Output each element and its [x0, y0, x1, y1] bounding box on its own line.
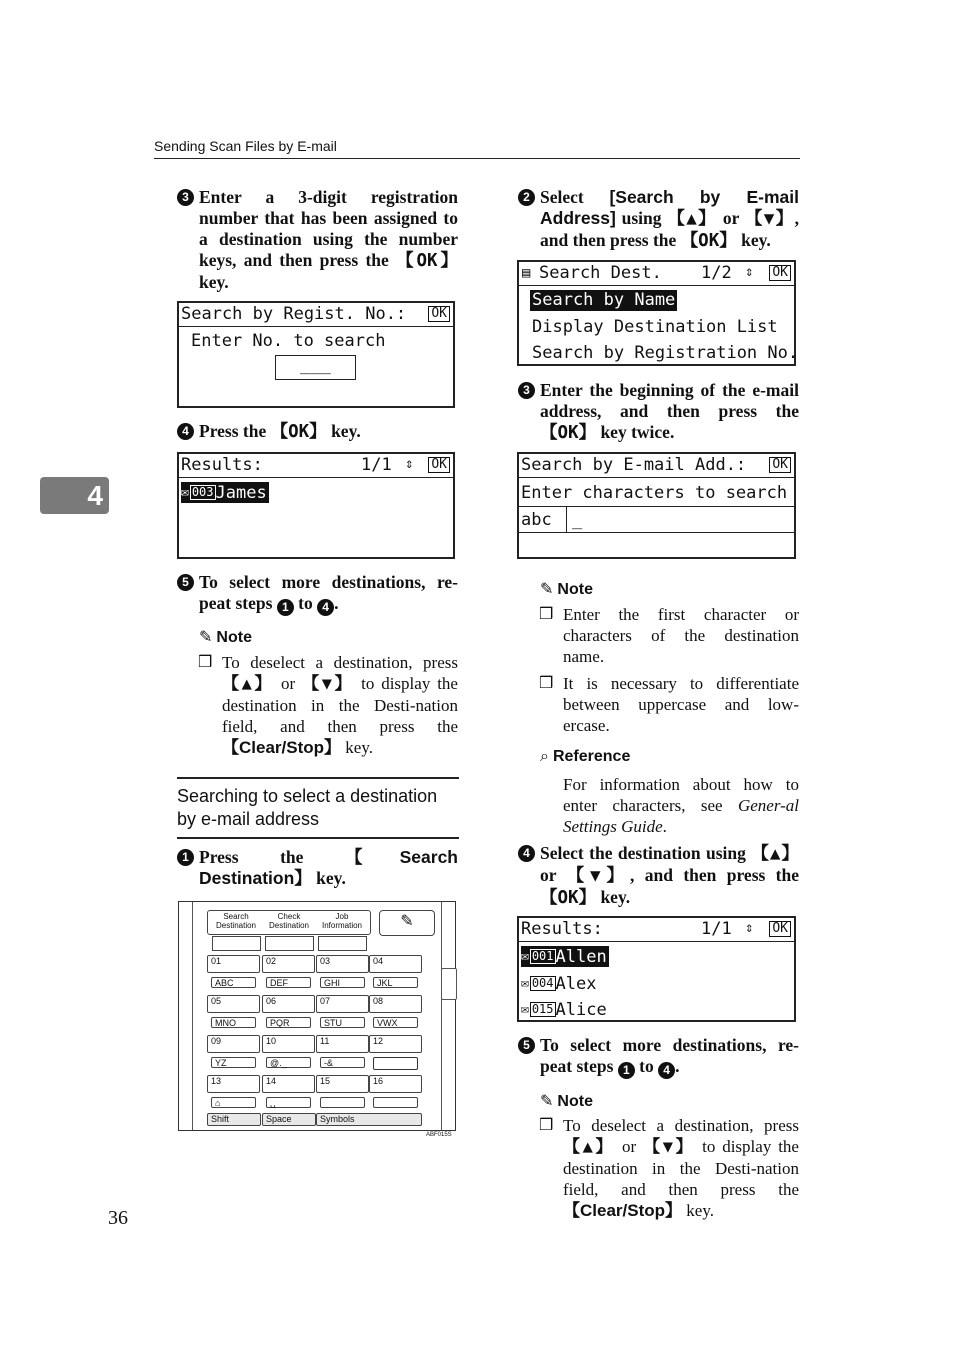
title-key[interactable]: @._ [266, 1057, 311, 1068]
title-key[interactable] [373, 1057, 418, 1070]
left-step-3: 3 Enter a 3-digit registration number that has been assigned to a destination using the number keys, and then press the 【OK】 key. [199, 187, 458, 293]
shift-key[interactable]: Shift [207, 1113, 261, 1126]
left-step-1: 1 Press the 【Search Destination】 key. [199, 847, 458, 889]
title-key[interactable]: PQR [266, 1017, 311, 1028]
screen-results-james: Results: 1/1 ⇕ OK ✉ 003 James [177, 452, 455, 559]
tab-check-destination[interactable]: Check Destination [268, 912, 310, 930]
right-step-4: 4 Select the destination using 【▲】 or 【▼】, and then press the 【OK】 key. [540, 843, 799, 909]
left-step-4: 4 Press the 【OK】 key. [199, 421, 458, 443]
running-header: Sending Scan Files by E-mail [154, 138, 337, 154]
result-item[interactable]: ✉ 015 Alice [521, 999, 607, 1020]
edit-button[interactable] [379, 910, 435, 936]
pencil-icon: ✎ [540, 1093, 554, 1110]
scroll-bar-handle[interactable] [441, 968, 457, 1000]
edit-icon: ✎ [400, 913, 414, 930]
destination-icon: ✉ [521, 949, 529, 964]
destination-key[interactable]: 14 [262, 1075, 315, 1093]
title-key[interactable]: -& [320, 1057, 365, 1068]
space-key[interactable]: ␣ [266, 1097, 311, 1108]
chapter-tab: 4 [40, 477, 109, 514]
space-bar-key[interactable]: Space [262, 1113, 316, 1126]
destination-key[interactable]: 15 [316, 1075, 369, 1093]
screen-results-list: Results: 1/1 ⇕ OK ✉ 001 Allen ✉ 004 Alex ✉ 015 Alice [517, 916, 796, 1022]
registration-number-field[interactable]: ___ [275, 355, 356, 380]
left-note-body: ❒ To deselect a destination, press 【▲】 or 【▼】 to display the destination in the Desti-nation field, and then press the 【Clear/Stop】 key. [198, 653, 458, 757]
destination-key[interactable]: 06 [262, 995, 315, 1013]
right-note2-heading: ✎ Note [540, 1093, 593, 1110]
destination-icon: ✉ [181, 485, 189, 500]
blank-key[interactable] [373, 1097, 418, 1108]
magnifier-icon: ⌕ [540, 748, 549, 765]
destination-key[interactable]: 04 [369, 955, 422, 973]
screen-search-dest: ▤ Search Dest. 1/2 ⇕ OK Search by Name Display Destination List Search by Registration No. [517, 260, 796, 366]
right-step-5: 5 To select more destinations, re-peat steps 1 to 4 . [540, 1035, 799, 1079]
result-item[interactable]: ✉ 004 Alex [521, 973, 597, 994]
right-note-heading: ✎ Note [540, 581, 593, 598]
reference-heading: ⌕ Reference [540, 748, 631, 765]
destination-key[interactable]: 07 [316, 995, 369, 1013]
destination-icon: ✉ [521, 976, 529, 991]
destination-key[interactable]: 12 [369, 1035, 422, 1053]
title-key[interactable]: STU [320, 1017, 365, 1028]
reference-body: For information about how to enter characters, see Gener-al Settings Guide. [563, 775, 799, 836]
title-key[interactable]: YZ [211, 1057, 256, 1068]
screen-search-by-regist-no: Search by Regist. No.: OK Enter No. to search ___ [177, 301, 455, 408]
destination-key[interactable]: 01 [207, 955, 260, 973]
figure-code: ABF015S [426, 1132, 452, 1138]
list-icon: ▤ [522, 265, 531, 281]
destination-key[interactable]: 11 [316, 1035, 369, 1053]
home-key[interactable]: ⌂ [211, 1097, 256, 1108]
destination-key[interactable]: 10 [262, 1035, 315, 1053]
destination-key[interactable]: 09 [207, 1035, 260, 1053]
pencil-icon: ✎ [199, 629, 213, 646]
blank-key[interactable] [320, 1097, 365, 1108]
option-display-destination-list[interactable]: Display Destination List [532, 317, 778, 337]
title-key[interactable]: DEF [266, 977, 311, 988]
control-panel-illustration [178, 901, 456, 1131]
scroll-arrows-icon: ⇕ [745, 264, 754, 280]
result-item-selected[interactable]: ✉ 001 Allen [521, 946, 607, 967]
header-rule [154, 158, 800, 159]
destination-key[interactable]: 08 [369, 995, 422, 1013]
tab-search-destination[interactable]: Search Destination [215, 912, 257, 930]
right-step-3: 3 Enter the beginning of the e-mail address, and then press the 【OK】 key twice. [540, 380, 799, 444]
title-key[interactable]: GHI [320, 977, 365, 988]
title-key[interactable]: JKL [373, 977, 418, 988]
option-search-by-name[interactable]: Search by Name [532, 290, 676, 310]
section-title: Searching to select a destination by e-mail address [177, 786, 438, 829]
left-step-5: 5 To select more destinations, re-peat steps 1 to 4 . [199, 572, 458, 616]
option-search-by-registration-no[interactable]: Search by Registration No. [532, 343, 799, 363]
scroll-arrows-icon: ⇕ [745, 920, 754, 936]
title-key[interactable]: ABC [211, 977, 256, 988]
title-key[interactable]: MNO [211, 1017, 256, 1028]
screen-search-by-email: Search by E-mail Add.: OK Enter characters to search abc _ [517, 452, 796, 559]
destination-key[interactable]: 02 [262, 955, 315, 973]
input-mode: abc [521, 510, 552, 530]
page-number: 36 [108, 1207, 128, 1229]
title-key[interactable]: VWX [373, 1017, 418, 1028]
scroll-arrows-icon: ⇕ [405, 456, 414, 472]
right-note-item-1: ❒ Enter the first character or characters of the destination name. [539, 605, 799, 666]
right-note2-body: ❒ To deselect a destination, press 【▲】 or 【▼】 to display the destination in the Desti-nation field, and then press the 【Clear/Stop】 key. [539, 1116, 799, 1220]
tab-job-information[interactable]: Job Information [321, 912, 363, 930]
result-item-selected[interactable]: ✉ 003 James [181, 482, 267, 503]
right-step-2: 2 Select [Search by E-mail Address] using 【▲】 or 【▼】, and then press the 【OK】 key. [540, 187, 799, 252]
symbols-key[interactable]: Symbols [316, 1113, 422, 1126]
destination-key[interactable]: 03 [316, 955, 369, 973]
destination-key[interactable]: 16 [369, 1075, 422, 1093]
destination-key[interactable]: 13 [207, 1075, 260, 1093]
right-note-item-2: ❒ It is necessary to differentiate between uppercase and low-ercase. [539, 674, 799, 735]
destination-icon: ✉ [521, 1002, 529, 1017]
pencil-icon: ✎ [540, 581, 554, 598]
section-rule-top [177, 777, 459, 779]
section-rule-bottom [177, 837, 459, 839]
email-search-field[interactable]: _ [572, 510, 583, 530]
left-note-heading: ✎ Note [199, 629, 252, 646]
destination-key[interactable]: 05 [207, 995, 260, 1013]
